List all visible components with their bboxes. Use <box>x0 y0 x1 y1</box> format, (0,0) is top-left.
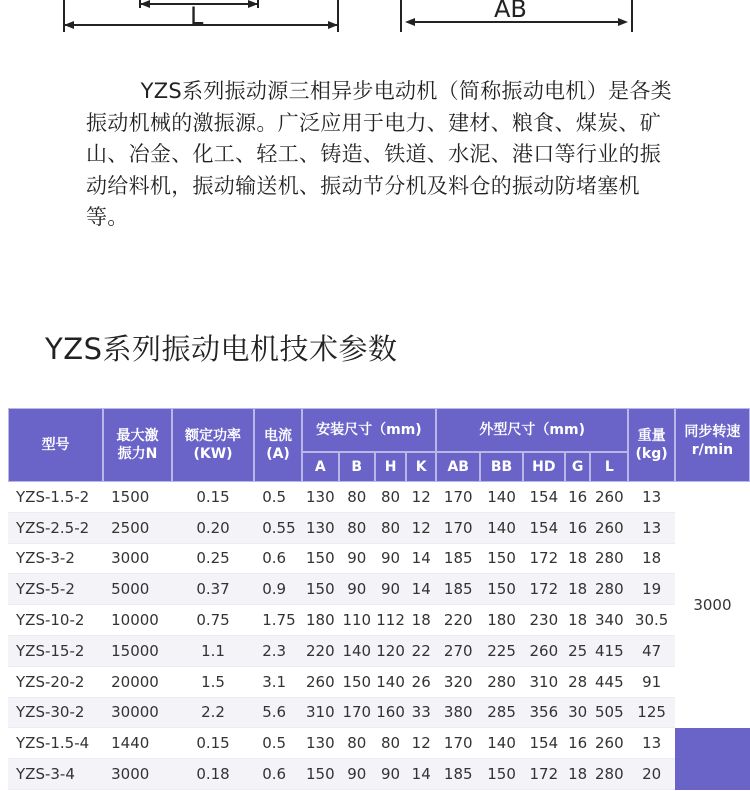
header-force: 最大激 振力N <box>103 408 172 482</box>
dim-label-l: L <box>190 2 204 30</box>
table-row: YZS-1.5-2 1500 0.15 0.5 130 80 80 12 170 140 154 16 260 13 3000 <box>8 482 750 513</box>
header-model: 型号 <box>8 408 103 482</box>
table-row: YZS-3-4 3000 0.18 0.6 150 90 90 14 185 150 172 18 280 20 <box>8 759 750 790</box>
table-row: YZS-20-2 20000 1.5 3.1 260 150 140 26 320 280 310 28 445 91 <box>8 667 750 698</box>
table-row: YZS-15-2 15000 1.1 2.3 220 140 120 22 270 225 260 25 415 47 <box>8 636 750 667</box>
table-row: YZS-10-2 10000 0.75 1.75 180 110 112 18 220 180 230 18 340 30.5 <box>8 605 750 636</box>
header-power: 额定功率 (KW) <box>172 408 254 482</box>
speed-cell: 3000 <box>675 482 750 728</box>
arrowhead <box>328 21 338 29</box>
intro-paragraph: YZS系列振动源三相异步电动机（简称振动电机）是各类振动机械的激振源。广泛应用于电力、建材、粮食、煤炭、矿山、冶金、化工、轻工、铸造、铁道、水泥、港口等行业的振动给料机，振动输送机、振动节分机及料仓的振动防堵塞机等。 <box>86 79 672 229</box>
header-install: 安装尺寸（mm) <box>302 408 436 452</box>
header-weight: 重量 (kg) <box>628 408 675 482</box>
subheader-hd: HD <box>523 452 565 482</box>
spec-table <box>8 408 750 790</box>
dim-label-ab: AB <box>494 0 527 23</box>
header-outline: 外型尺寸（mm) <box>436 408 628 452</box>
arrowhead <box>618 18 628 26</box>
table-row: YZS-5-2 5000 0.37 0.9 150 90 90 14 185 150 172 18 280 19 <box>8 574 750 605</box>
subheader-g: G <box>565 452 590 482</box>
subheader-h: H <box>375 452 407 482</box>
arrowhead <box>248 0 258 8</box>
table-row: YZS-2.5-2 2500 0.20 0.55 130 80 80 12 170 140 154 16 260 13 <box>8 513 750 544</box>
subheader-bb: BB <box>480 452 522 482</box>
table-row: YZS-1.5-4 1440 0.15 0.5 130 80 80 12 170 140 154 16 260 13 <box>8 728 750 759</box>
speed-cell-blank <box>675 728 750 790</box>
arrowhead <box>64 21 74 29</box>
header-speed: 同步转速 r/min <box>675 408 750 482</box>
page-title: YZS系列振动电机技术参数 <box>45 332 398 366</box>
subheader-ab: AB <box>436 452 480 482</box>
header-current: 电流 (A) <box>254 408 302 482</box>
dimension-drawing <box>0 0 750 40</box>
arrowhead <box>140 0 150 8</box>
subheader-b: B <box>339 452 375 482</box>
subheader-k: K <box>406 452 436 482</box>
arrowhead <box>405 18 415 26</box>
table-row: YZS-30-2 30000 2.2 5.6 310 170 160 33 380 285 356 30 505 125 <box>8 698 750 729</box>
subheader-a: A <box>302 452 339 482</box>
table-row: YZS-3-2 3000 0.25 0.6 150 90 90 14 185 150 172 18 280 18 <box>8 544 750 575</box>
subheader-l: L <box>590 452 628 482</box>
